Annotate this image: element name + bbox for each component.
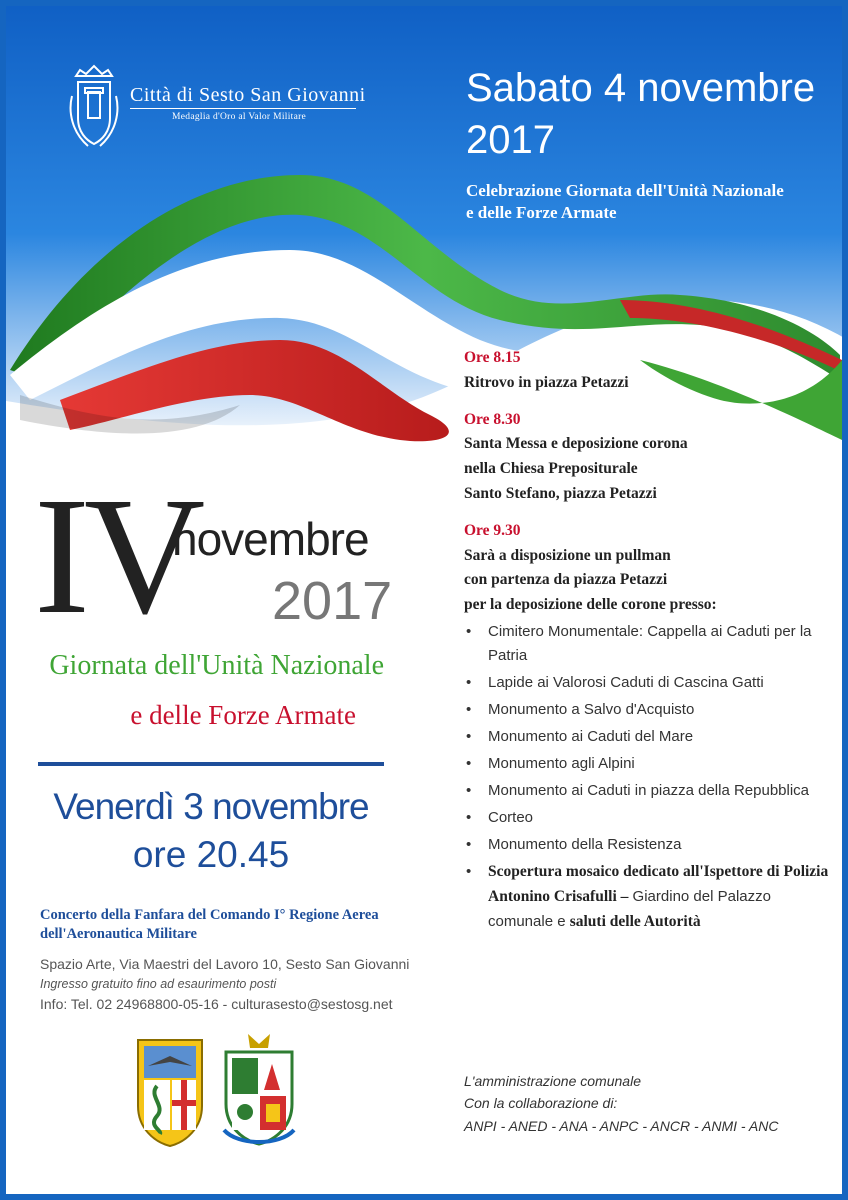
list-item: • Monumento agli Alpini	[464, 752, 836, 776]
air-force-crest-icon	[134, 1036, 206, 1150]
city-name: Città di Sesto San Giovanni	[130, 84, 366, 106]
giornata-line1: Giornata dell'Unità Nazionale	[49, 650, 384, 681]
info-email: culturasesto@sestosg.net	[231, 995, 393, 1012]
schedule-time-2: Ore 8.30	[464, 410, 521, 428]
title-roman: IV	[34, 463, 200, 649]
title-divider	[38, 762, 384, 766]
concert-info	[40, 994, 400, 1015]
schedule-desc-3b: con partenza da piazza Petazzi	[464, 571, 668, 589]
last-stop-bold-2: saluti delle Autorità	[569, 912, 701, 930]
schedule-desc-3a: Sarà a disposizione un pullman	[464, 546, 671, 564]
header-date-line1: Sabato 4 novembre	[466, 66, 816, 110]
city-subtitle: Medaglia d'Oro al Valor Militare	[172, 112, 307, 122]
schedule-block-3	[464, 519, 836, 935]
footer-line1: L'amministrazione comunale	[464, 1073, 641, 1089]
schedule-desc-1: Ritrovo in piazza Petazzi	[464, 373, 629, 391]
schedule	[464, 346, 836, 946]
schedule-desc-2a: Santa Messa e deposizione corona	[464, 435, 688, 453]
last-stop-plain: Giardino del Palazzo comunale e	[488, 887, 771, 930]
info-label: Info: Tel. 02 24968800-05-16 -	[40, 995, 232, 1012]
concert-desc-line1: Concerto della Fanfara del Comando I° Regione Aerea	[40, 907, 379, 923]
schedule-desc-2b: nella Chiesa Prepositurale	[464, 460, 638, 478]
city-crest-icon	[66, 62, 122, 154]
footer-line2: Con la collaborazione di:	[464, 1095, 618, 1112]
header-subtitle	[466, 180, 836, 224]
header-date	[466, 62, 826, 166]
concert-time: ore 20.45	[132, 834, 290, 875]
header-date-line2: 2017	[466, 118, 555, 162]
footer-credits	[464, 1070, 834, 1137]
list-item: • Monumento a Salvo d'Acquisto	[464, 698, 836, 722]
schedule-time-1: Ore 8.15	[464, 349, 521, 366]
regional-command-crest-icon	[218, 1030, 300, 1150]
list-item: • Corteo	[464, 806, 836, 830]
list-item-last	[464, 860, 836, 934]
list-item: • Monumento ai Caduti in piazza della Repubblica	[464, 779, 836, 803]
stop-list	[464, 620, 836, 934]
header-subtitle-line2: e delle Forze Armate	[466, 203, 617, 223]
concert-location: Spazio Arte, Via Maestri del Lavoro 10, Sesto San Giovanni	[40, 956, 410, 972]
list-item: • Lapide ai Valorosi Caduti di Cascina Gatti	[464, 671, 836, 695]
concert-description	[40, 906, 390, 944]
title-month: novembre	[172, 513, 369, 565]
last-stop-bold-1: Scopertura mosaico dedicato all'Ispettore di Polizia Antonino Crisafulli –	[488, 862, 829, 905]
concert-date: Venerdì 3 novembre	[53, 786, 369, 827]
schedule-block-2	[464, 408, 836, 507]
concert-desc-line2: dell'Aeronautica Militare	[40, 925, 197, 942]
list-item: • Monumento ai Caduti del Mare	[464, 725, 836, 749]
schedule-desc-2c: Santo Stefano, piazza Petazzi	[464, 484, 657, 502]
giornata-line2: e delle Forze Armate	[130, 700, 356, 730]
list-item: • Cimitero Monumentale: Cappella ai Caduti per la Patria	[464, 620, 836, 668]
list-item: • Monumento della Resistenza	[464, 833, 836, 857]
schedule-time-3: Ore 9.30	[464, 521, 521, 539]
title-year: 2017	[272, 571, 393, 631]
concert-location-block	[40, 954, 410, 1015]
concert-entry: Ingresso gratuito fino ad esaurimento posti	[40, 977, 277, 991]
schedule-desc-3c: per la deposizione delle corone presso:	[464, 596, 717, 614]
footer-line3: ANPI - ANED - ANA - ANPC - ANCR - ANMI - ANC	[464, 1117, 779, 1134]
header-subtitle-line1: Celebrazione Giornata dell'Unità Nazionale	[466, 181, 784, 200]
schedule-block-1	[464, 346, 836, 396]
city-divider	[130, 108, 356, 109]
